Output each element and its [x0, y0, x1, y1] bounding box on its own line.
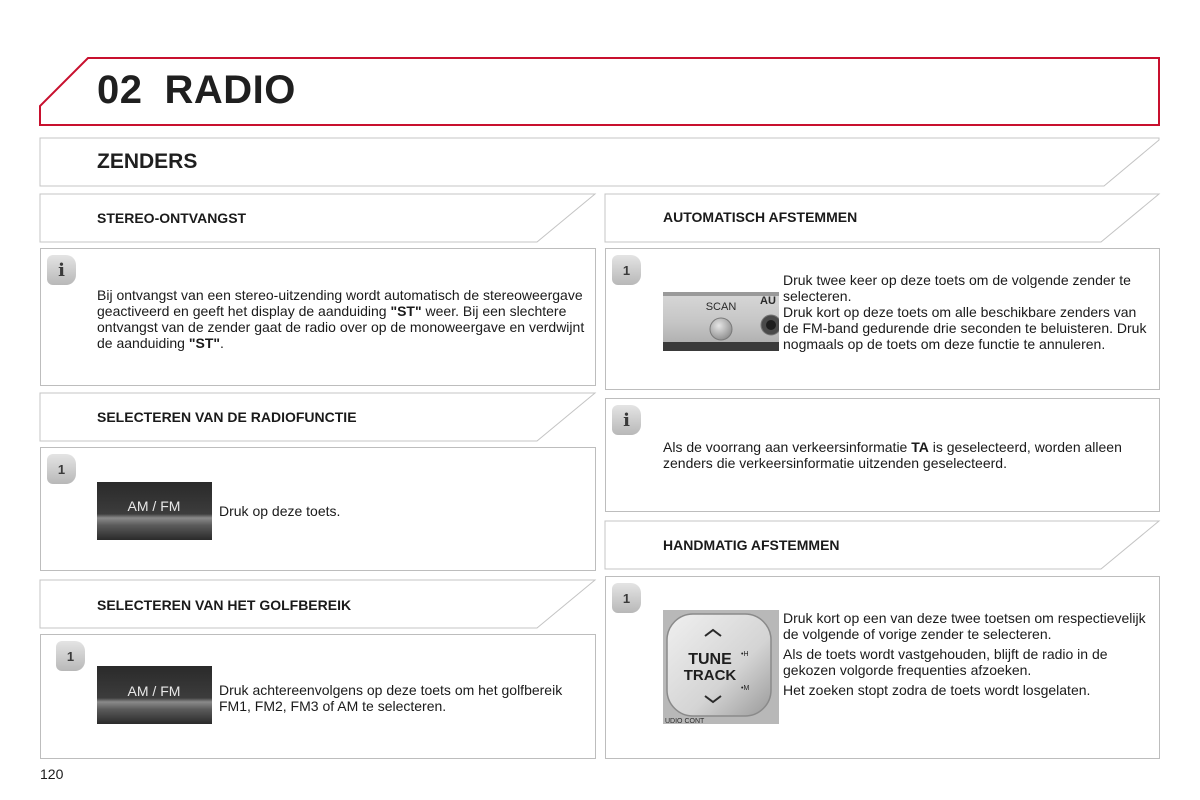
section-title: ZENDERS — [97, 150, 198, 173]
golfbereik-text: Druk achtereenvolgens op deze toets om het golfbereik FM1, FM2, FM3 of AM te selecteren. — [219, 682, 563, 714]
st-indicator: "ST" — [188, 335, 221, 351]
step-badge: 1 — [56, 641, 85, 671]
ta-label: TA — [911, 439, 929, 455]
svg-text:•H: •H — [741, 651, 749, 658]
info-icon: i — [612, 405, 641, 435]
svg-text:•M: •M — [741, 685, 750, 692]
manual-text: Druk kort op een van deze twee toetsen om respectievelijk de volgende of vorige zender te selecteren. Als de toets wordt vastgehouden, blijft de radio in de gekozen volgorde frequenties afzoeken. Het zoeken stopt zodra de toets wordt losgelaten. — [783, 610, 1146, 698]
tune-label: TUNE — [688, 651, 732, 668]
heading-automatisch: AUTOMATISCH AFSTEMMEN — [663, 209, 858, 225]
heading-stereo: STEREO-ONTVANGST — [97, 210, 247, 226]
am-fm-label: AM / FM — [127, 498, 181, 514]
chapter-name: RADIO — [164, 68, 296, 112]
ta-info-text: Als de voorrang aan verkeersinformatie TA is geselecteerd, worden alleen zenders die verkeersinformatie uitzenden geselecteerd. — [663, 439, 1122, 471]
info-icon: i — [47, 255, 76, 285]
heading-handmatig: HANDMATIG AFSTEMMEN — [663, 537, 840, 553]
heading-radiofunctie: SELECTEREN VAN DE RADIOFUNCTIE — [97, 409, 357, 425]
track-label: TRACK — [683, 667, 737, 684]
scan-label: SCAN — [705, 301, 737, 313]
stereo-text: Bij ontvangst van een stereo-uitzending wordt automatisch de stereoweergave geactiveerd en geeft het display de aanduiding "ST" weer. Bij een slechtere ontvangst van de zender gaat de radio over op de monoweergave en verdwijnt de aanduiding "ST". — [97, 287, 585, 351]
am-fm-button-image — [97, 666, 212, 724]
am-fm-button-image — [97, 482, 212, 540]
auto-text: Druk twee keer op deze toets om de volgende zender te selecteren. Druk kort op deze toets om alle beschikbare zenders van de FM-band gedurende drie seconden te beluisteren. Druk nogmaals op de toets om deze functie te annuleren. — [783, 272, 1147, 352]
step-badge: 1 — [47, 454, 76, 484]
step-badge: 1 — [612, 255, 641, 285]
page-number: 120 — [40, 766, 64, 782]
scan-button-image — [663, 292, 779, 351]
am-fm-label: AM / FM — [127, 683, 181, 699]
chapter-number: 02 — [97, 68, 143, 112]
svg-text:UDIO CONT: UDIO CONT — [665, 718, 705, 724]
tune-track-control-image — [663, 610, 779, 724]
au-label: AU — [760, 295, 776, 307]
radiofunctie-text: Druk op deze toets. — [219, 503, 341, 519]
step-badge: 1 — [612, 583, 641, 613]
st-indicator: "ST" — [390, 303, 422, 319]
heading-golfbereik: SELECTEREN VAN HET GOLFBEREIK — [97, 597, 352, 613]
